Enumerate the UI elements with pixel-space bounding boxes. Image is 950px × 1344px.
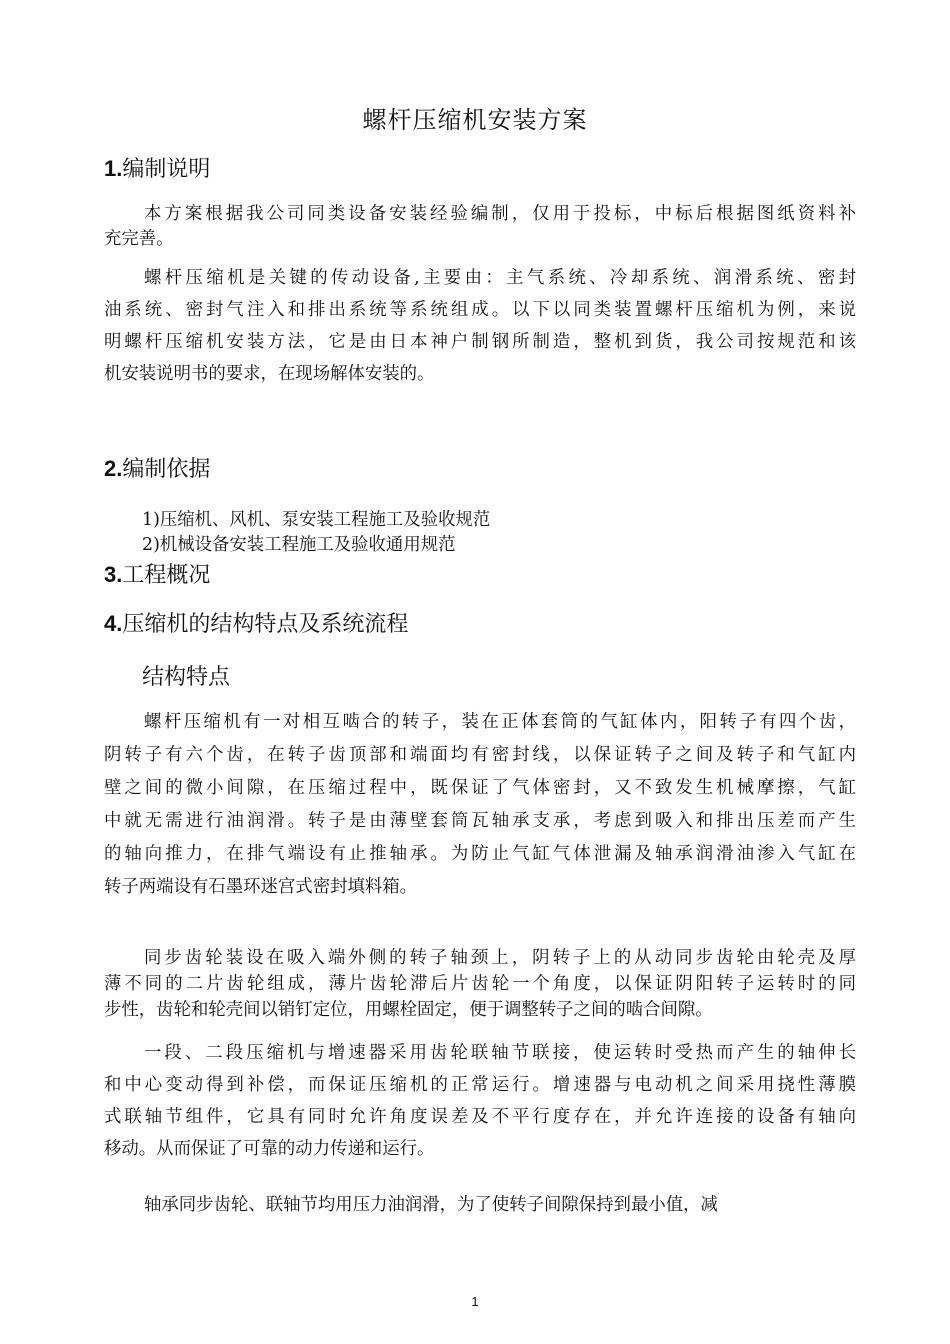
text-line: 油系统、密封气注入和排出系统等系统组成。以下以同类装置螺杆压缩机为例，来说 (104, 300, 856, 320)
section-heading-4 (104, 607, 408, 638)
list-item: 1)压缩机、风机、泵安装工程施工及验收规范 (142, 510, 491, 530)
page-title: 螺杆压缩机安装方案 (362, 106, 588, 134)
text-line: 充完善。 (104, 229, 174, 249)
reference-list (142, 508, 490, 558)
text-line: 同步齿轮装设在吸入端外侧的转子轴颈上，阴转子上的从动同步齿轮由轮壳及厚 (144, 948, 856, 968)
section-number: 3. (104, 562, 123, 587)
paragraph-4 (104, 945, 856, 1023)
list-item: 2)机械设备安装工程施工及验收通用规范 (142, 535, 456, 555)
section-heading-1 (104, 152, 210, 183)
text-line: 本方案根据我公司同类设备安装经验编制，仅用于投标，中标后根据图纸资料补 (144, 204, 856, 224)
paragraph-6 (104, 1192, 856, 1218)
section-number: 4. (104, 611, 123, 636)
section-title: 工程概况 (122, 563, 211, 588)
section-title: 压缩机的结构特点及系统流程 (122, 612, 409, 637)
text-line: 薄不同的二片齿轮组成，薄片齿轮滞后片齿轮一个角度，以保证阴阳转子运转时的同 (104, 974, 856, 994)
text-line: 轴承同步齿轮、联轴节均用压力油润滑，为了使转子间隙保持到最小值，减 (144, 1195, 718, 1215)
section-number: 1. (104, 156, 123, 181)
text-line: 转子两端设有石墨环迷宫式密封填料箱。 (104, 877, 418, 897)
text-line: 的轴向推力，在排气端设有止推轴承。为防止气缸气体泄漏及轴承润滑油渗入气缸在 (104, 844, 856, 864)
subsection-heading: 结构特点 (142, 665, 231, 690)
text-line: 螺杆压缩机有一对相互啮合的转子，装在正体套筒的气缸体内，阳转子有四个齿， (144, 712, 856, 732)
text-line: 阴转子有六个齿，在转子齿顶部和端面均有密封线，以保证转子之间及转子和气缸内 (104, 745, 856, 765)
text-line: 一段、二段压缩机与增速器采用齿轮联轴节联接，使运转时受热而产生的轴伸长 (144, 1043, 856, 1063)
section-heading-3 (104, 558, 210, 589)
page-number: 1 (471, 1294, 479, 1309)
section-title: 编制依据 (122, 457, 211, 482)
text-line: 机安装说明书的要求，在现场解体安装的。 (104, 364, 435, 384)
text-line: 壁之间的微小间隙，在压缩过程中，既保证了气体密封，又不致发生机械摩擦，气缸 (104, 778, 856, 798)
paragraph-2 (104, 262, 856, 390)
text-line: 移动。从而保证了可靠的动力传递和运行。 (104, 1139, 435, 1159)
text-line: 螺杆压缩机是关键的传动设备,主要由：主气系统、冷却系统、润滑系统、密封 (144, 268, 856, 288)
text-line: 和中心变动得到补偿，而保证压缩机的正常运行。增速器与电动机之间采用挠性薄膜 (104, 1075, 856, 1095)
text-line: 明螺杆压缩机安装方法，它是由日本神户制钢所制造，整机到货，我公司按规范和该 (104, 332, 856, 352)
paragraph-3 (104, 706, 856, 904)
section-heading-2 (104, 452, 210, 483)
paragraph-1 (104, 202, 856, 252)
section-title: 编制说明 (122, 157, 211, 182)
text-line: 步性，齿轮和轮壳间以销钉定位，用螺栓固定，便于调整转子之间的啮合间隙。 (104, 1000, 713, 1020)
text-line: 中就无需进行油润滑。转子是由薄壁套筒瓦轴承支承，考虑到吸入和排出压差而产生 (104, 811, 856, 831)
paragraph-5 (104, 1037, 856, 1165)
text-line: 式联轴节组件，它具有同时允许角度误差及不平行度存在，并允许连接的设备有轴向 (104, 1107, 856, 1127)
section-number: 2. (104, 456, 123, 481)
